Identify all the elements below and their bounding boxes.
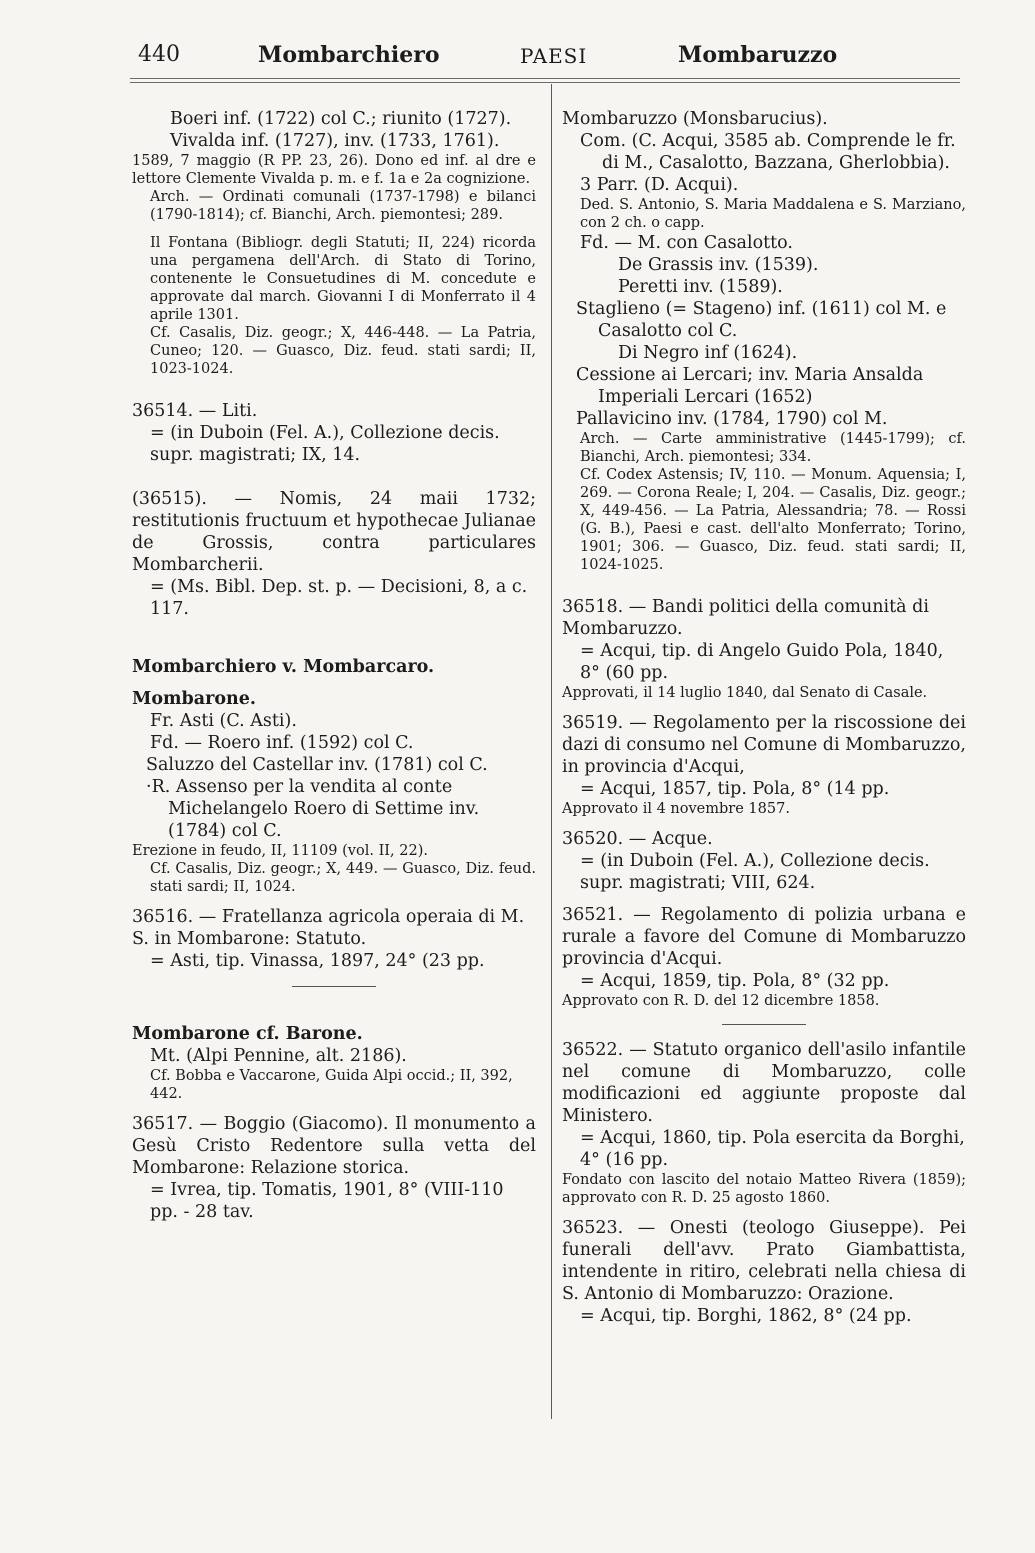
entry-line: De Grassis inv. (1539).	[618, 255, 819, 275]
place-heading: Mombarone.	[132, 689, 256, 709]
entry-line: ·R. Assenso per la vendita al conte Michelangelo Roero di Settime inv. (1784) col C.	[146, 777, 480, 841]
references-note: Cf. Casalis, Diz. geogr.; X, 446-448. — La Patria, Cuneo; 120. — Guasco, Diz. feud. stati sardi; II, 1023-1024.	[150, 325, 536, 377]
cross-reference-heading: Mombarchiero v. Mombarcaro.	[132, 657, 435, 677]
section-separator	[292, 986, 376, 987]
left-running-title: Mombarchiero	[258, 42, 440, 68]
archive-note: Arch. — Carte amministrative (1445-1799); cf. Bianchi, Arch. piemontesi; 334.	[580, 431, 966, 465]
entry-paragraph: 36523. — Onesti (teologo Giuseppe). Pei funerali dell'avv. Prato Giambattista, intendente in ritiro, celebrati nella chiesa di S. Antonio di Mombaruzzo: Orazione.	[562, 1218, 966, 1304]
entry-line: Cessione ai Lercari; inv. Maria Ansalda Imperiali Lercari (1652)	[576, 365, 924, 407]
right-running-title: Mombaruzzo	[678, 42, 838, 68]
references-note: Cf. Bobba e Vaccarone, Guida Alpi occid.; II, 392, 442.	[150, 1068, 513, 1102]
place-heading: Mombaruzzo (Monsbarucius).	[562, 109, 828, 129]
publication-line: = Acqui, tip. di Angelo Guido Pola, 1840, 8° (60 pp.	[580, 641, 944, 683]
entry-line: Staglieno (= Stageno) inf. (1611) col M. e Casalotto col C.	[576, 299, 947, 341]
note-line: Approvato il 4 novembre 1857.	[562, 801, 790, 817]
publication-line: = (Ms. Bibl. Dep. st. p. — Decisioni, 8, a c. 117.	[150, 577, 528, 619]
entry-line: Fr. Asti (C. Asti).	[150, 711, 297, 731]
entry-paragraph: 36519. — Regolamento per la riscossione dei dazi di consumo nel Comune di Mombaruzzo, in provincia d'Acqui,	[562, 713, 966, 777]
publication-line: = Acqui, 1857, tip. Pola, 8° (14 pp.	[580, 779, 890, 799]
entry-line: Di Negro inf (1624).	[618, 343, 798, 363]
entry-heading: 36514. — Liti.	[132, 401, 258, 421]
note-paragraph: Il Fontana (Bibliogr. degli Statuti; II, 224) ricorda una pergamena dell'Arch. di Stato di Torino, contenente le Consuetudines di M. concedute e approvate dal march. Giovanni I di Monferrato il 4 aprile 1301.	[150, 235, 536, 323]
publication-line: = Acqui, 1859, tip. Pola, 8° (32 pp.	[580, 971, 890, 991]
column-divider	[551, 84, 552, 1419]
entry-paragraph: 36517. — Boggio (Giacomo). Il monumento a Gesù Cristo Redentore sulla vetta del Mombarone: Relazione storica.	[132, 1114, 536, 1178]
right-column	[562, 108, 966, 1327]
publication-line: = Acqui, tip. Borghi, 1862, 8° (24 pp.	[580, 1306, 912, 1326]
entry-line: Fd. — Roero inf. (1592) col C.	[150, 733, 414, 753]
entry-paragraph: 36522. — Statuto organico dell'asilo infantile nel comune di Mombaruzzo, colle modificazioni ed aggiunte proposte dal Ministero.	[562, 1040, 966, 1126]
publication-line: = (in Duboin (Fel. A.), Collezione decis. supr. magistrati; VIII, 624.	[580, 851, 930, 893]
note-paragraph: 1589, 7 maggio (R PP. 23, 26). Dono ed inf. al dre e lettore Clemente Vivalda p. m. e f. 1a e 2a cognizione.	[132, 153, 536, 187]
entry-line: Mt. (Alpi Pennine, alt. 2186).	[150, 1046, 407, 1066]
note-line: Approvato con R. D. del 12 dicembre 1858.	[562, 993, 880, 1009]
publication-line: = Asti, tip. Vinassa, 1897, 24° (23 pp.	[150, 951, 485, 971]
entry-line: Saluzzo del Castellar inv. (1781) col C.	[146, 755, 488, 775]
references-note: Cf. Codex Astensis; IV, 110. — Monum. Aquensia; I, 269. — Corona Reale; I, 204. — Casalis, Diz. geogr.; X, 449-456. — La Patria, Alessandria; 78. — Rossi (G. B.), Paesi e cast. dell'alto Monferrato; Torino, 1901; 306. — Guasco, Diz. feud. stati sardi; II, 1024-1025.	[580, 467, 966, 573]
cross-reference-heading: Mombarone cf. Barone.	[132, 1024, 363, 1044]
publication-line: = Acqui, 1860, tip. Pola esercita da Borghi, 4° (16 pp.	[580, 1128, 965, 1170]
center-running-title: PAESI	[520, 44, 588, 68]
entry-line: Peretti inv. (1589).	[618, 277, 783, 297]
note-paragraph: Approvati, il 14 luglio 1840, dal Senato di Casale.	[562, 685, 928, 701]
archive-note: Arch. — Ordinati comunali (1737-1798) e bilanci (1790-1814); cf. Bianchi, Arch. piemontesi; 289.	[150, 189, 536, 223]
entry-paragraph: 36518. — Bandi politici della comunità di Mombaruzzo.	[562, 597, 929, 639]
entry-line: Vivalda inf. (1727), inv. (1733, 1761).	[170, 131, 500, 151]
left-column	[132, 108, 536, 1223]
page-number: 440	[138, 42, 180, 67]
header-rule-bottom	[130, 82, 960, 83]
entry-line: Boeri inf. (1722) col C.; riunito (1727).	[170, 109, 512, 129]
publication-line: = (in Duboin (Fel. A.), Collezione decis. supr. magistrati; IX, 14.	[150, 423, 500, 465]
entry-line: 3 Parr. (D. Acqui).	[580, 175, 739, 195]
page-header	[130, 42, 960, 82]
header-rule-top	[130, 78, 960, 79]
references-note: Cf. Casalis, Diz. geogr.; X, 449. — Guasco, Diz. feud. stati sardi; II, 1024.	[150, 861, 536, 895]
entry-paragraph: (36515). — Nomis, 24 maii 1732; restitutionis fructuum et hypothecae Julianae de Grossis, contra particulares Mombarcherii.	[132, 489, 536, 575]
publication-line: = Ivrea, tip. Tomatis, 1901, 8° (VIII-110 pp. - 28 tav.	[150, 1180, 504, 1222]
entry-line: Com. (C. Acqui, 3585 ab. Comprende le fr. di M., Casalotto, Bazzana, Gherlobbia).	[580, 131, 956, 173]
entry-paragraph: 36521. — Regolamento di polizia urbana e rurale a favore del Comune di Mombaruzzo provincia d'Acqui.	[562, 905, 966, 969]
note-paragraph: Fondato con lascito del notaio Matteo Rivera (1859); approvato con R. D. 25 agosto 1860.	[562, 1172, 966, 1206]
entry-heading: 36520. — Acque.	[562, 829, 713, 849]
entry-paragraph: 36516. — Fratellanza agricola operaia di M. S. in Mombarone: Statuto.	[132, 907, 525, 949]
entry-line: Fd. — M. con Casalotto.	[580, 233, 793, 253]
note-line: Erezione in feudo, II, 11109 (vol. II, 22).	[132, 843, 428, 859]
entry-line: Pallavicino inv. (1784, 1790) col M.	[576, 409, 888, 429]
note-paragraph: Ded. S. Antonio, S. Maria Maddalena e S. Marziano, con 2 ch. o capp.	[580, 197, 966, 231]
section-separator	[722, 1024, 806, 1025]
